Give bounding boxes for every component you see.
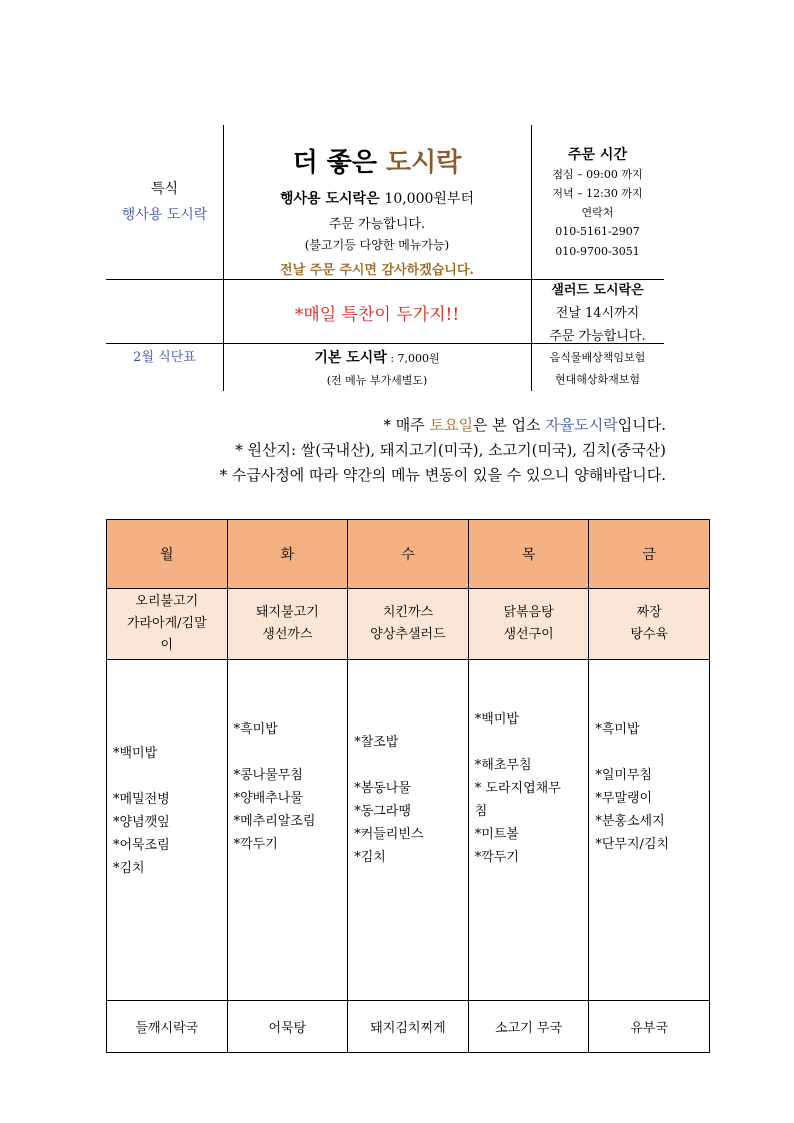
notice-saturday-d: 자율도시락: [545, 416, 618, 434]
order-time-dinner: 저녁 – 12:30 까지: [552, 187, 643, 200]
event-lunchbox-label: 행사용 도시락: [121, 207, 208, 223]
side-dishes-tue: *흑미밥 *콩나물무침 *양배추나물 *메추리알조림 *깍두기: [227, 660, 348, 1001]
insurance-line-1: 음식물배상책임보험: [549, 351, 646, 364]
basic-lunchbox-label: 기본 도시락: [314, 350, 387, 366]
salad-line-1: 샐러드 도시락은: [551, 283, 644, 298]
insurance-line-2: 현대해상화재보험: [554, 373, 640, 386]
basic-lunchbox-text: [223, 347, 531, 367]
event-price-value: 10,000원부터: [384, 191, 474, 207]
salad-line-3: 주문 가능합니다.: [549, 329, 646, 344]
soup-tue: 어묵탕: [227, 1001, 348, 1053]
main-dish-wed: 치킨까스 양상추샐러드: [348, 589, 469, 660]
salad-line-2: 전날 14시까지: [555, 306, 640, 321]
notice-origin: * 원산지: 쌀(국내산), 돼지고기(미국), 소고기(미국), 김치(중국산): [235, 441, 666, 459]
soup-thu: 소고기 무국: [468, 1001, 589, 1053]
event-price-text: [223, 188, 531, 208]
title-part1: 더 좋은: [292, 148, 387, 178]
side-dishes-fri: *흑미밥 *일미무침 *무말랭이 *분홍소세지 *단무지/김치: [589, 660, 710, 1001]
day-tue: 화: [227, 520, 348, 589]
phone-2: 010-9700-3051: [555, 245, 640, 258]
notice-saturday-a: * 매주: [383, 416, 430, 434]
order-time-lunch: 점심 – 09:00 까지: [552, 168, 643, 181]
side-dishes-mon: *백미밥 *메밀전병 *양념깻잎 *어묵조림 *김치: [107, 660, 228, 1001]
month-menu-label: 2월 식단표: [133, 350, 196, 365]
soup-mon: 들깨시락국: [107, 1001, 228, 1053]
main-dish-mon: 오리불고기 가라아게/김말 이: [107, 589, 228, 660]
menu-variety-text: (불고기등 다양한 메뉴가능): [304, 238, 450, 252]
notice-saturday-e: 입니다.: [617, 416, 666, 434]
weekly-menu-table: [106, 519, 710, 1053]
main-dish-thu: 닭볶음탕 생선구이: [468, 589, 589, 660]
order-available-text: 주문 가능합니다.: [328, 217, 426, 232]
notice-saturday-b: 토요일: [429, 416, 474, 434]
main-dish-fri: 짜장 탕수육: [589, 589, 710, 660]
daily-special-text: *매일 특찬이 두가지!!: [294, 305, 460, 325]
notice-saturday-c: 은 본 업소: [473, 416, 546, 434]
side-dishes-wed: *찰조밥 *봄동나물 *동그라땡 *커들리빈스 *김치: [348, 660, 469, 1001]
soup-fri: 유부국: [589, 1001, 710, 1053]
day-wed: 수: [348, 520, 469, 589]
side-dish-row: [107, 660, 710, 1001]
notice-change: * 수급사정에 따라 약간의 메뉴 변동이 있을 수 있으니 양해바랍니다.: [219, 466, 666, 484]
event-price-label: 행사용 도시락은: [280, 191, 385, 207]
main-dish-tue: 돼지불고기 생선까스: [227, 589, 348, 660]
basic-lunchbox-price: : 7,000원: [386, 352, 440, 365]
notice-saturday: [384, 414, 666, 435]
advance-order-text: 전날 주문 주시면 감사하겠습니다.: [280, 263, 474, 278]
contact-label: 연락처: [581, 206, 614, 219]
soup-wed: 돼지김치찌게: [348, 1001, 469, 1053]
vat-note: (전 메뉴 부가세별도): [326, 374, 428, 387]
special-label: 특식: [150, 181, 179, 197]
side-dishes-thu: *백미밥 *해초무침 * 도라지엽채무 침 *미트볼 *깍두기: [468, 660, 589, 1001]
order-time-title: 주문 시간: [568, 147, 627, 163]
page-title: [223, 142, 531, 179]
title-part2: 도시락: [386, 148, 462, 178]
soup-row: [107, 1001, 710, 1053]
phone-1: 010-5161-2907: [555, 225, 640, 238]
day-header-row: [107, 520, 710, 589]
day-mon: 월: [107, 520, 228, 589]
day-fri: 금: [589, 520, 710, 589]
day-thu: 목: [468, 520, 589, 589]
main-dish-row: [107, 589, 710, 660]
